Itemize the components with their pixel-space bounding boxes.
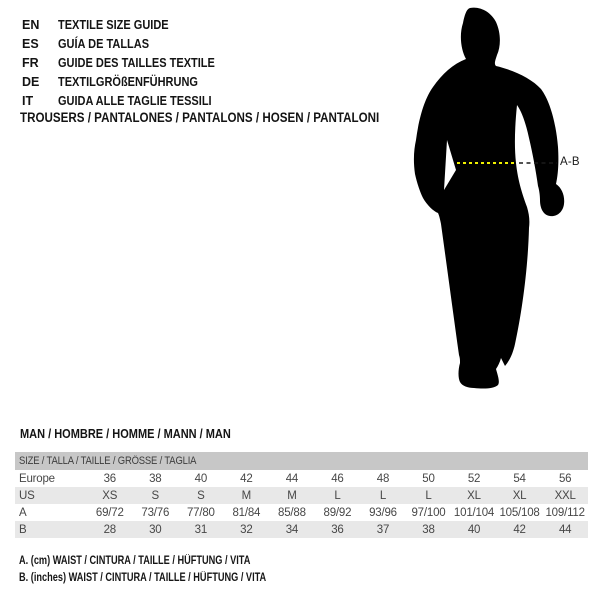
table-cell: 32 xyxy=(240,523,253,536)
language-label: GUIDA ALLE TAGLIE TESSILI xyxy=(58,93,212,108)
table-cell: M xyxy=(241,489,252,502)
table-row-b xyxy=(15,521,588,538)
table-cell: 56 xyxy=(558,472,572,485)
table-cell: 50 xyxy=(422,472,435,485)
table-cell: 54 xyxy=(513,472,526,485)
language-list xyxy=(22,15,236,110)
table-cell: 52 xyxy=(467,472,481,485)
table-cell: 97/100 xyxy=(411,506,446,519)
table-cell: 44 xyxy=(558,523,572,536)
table-row-europe xyxy=(15,470,588,487)
language-code: DE xyxy=(22,74,40,89)
table-cell: L xyxy=(425,489,432,502)
table-cell: 89/92 xyxy=(323,506,352,519)
table-cell: 77/80 xyxy=(186,506,215,519)
waist-measure-label: A-B xyxy=(560,156,580,168)
table-cell: XL xyxy=(467,489,481,502)
row-label: B xyxy=(19,523,27,536)
language-row-de xyxy=(22,72,236,91)
table-cell: 42 xyxy=(240,472,253,485)
table-cell: M xyxy=(287,489,297,502)
table-cell: 42 xyxy=(513,523,526,536)
language-row-es xyxy=(22,34,236,53)
table-cell: 48 xyxy=(376,472,390,485)
table-row-a xyxy=(15,504,588,521)
footnote-text: B. (inches) WAIST / CINTURA / TAILLE / HÜFTUNG / VITA xyxy=(19,571,267,584)
man-silhouette-path xyxy=(414,8,564,389)
table-cell: 109/112 xyxy=(545,506,585,519)
footnote-text: A. (cm) WAIST / CINTURA / TAILLE / HÜFTUNG / VITA xyxy=(19,555,251,567)
row-label: Europe xyxy=(19,472,55,485)
language-row-it xyxy=(22,91,236,110)
language-label: GUIDE DES TAILLES TEXTILE xyxy=(58,55,215,70)
table-cell: 36 xyxy=(103,472,116,485)
table-cell: 40 xyxy=(194,472,208,485)
table-cell: 31 xyxy=(194,523,208,536)
table-cell: 81/84 xyxy=(232,506,261,519)
size-table xyxy=(15,452,588,538)
garment-title xyxy=(20,110,438,125)
table-cell: XL xyxy=(512,489,527,502)
table-row-us xyxy=(15,487,588,504)
footnotes xyxy=(19,553,328,586)
table-section-title-text: MAN / HOMBRE / HOMME / MANN / MAN xyxy=(20,427,231,441)
language-label: TEXTILGRÖßENFÜHRUNG xyxy=(58,74,198,89)
table-cell: 93/96 xyxy=(369,506,397,519)
language-code: ES xyxy=(22,36,39,51)
table-cell: 38 xyxy=(422,523,435,536)
row-label: A xyxy=(19,506,27,519)
table-cell: 34 xyxy=(285,523,299,536)
garment-title-text: TROUSERS / PANTALONES / PANTALONS / HOSEN / PANTALONI xyxy=(20,110,380,125)
table-cell: 40 xyxy=(467,523,481,536)
table-cell: S xyxy=(197,489,205,502)
language-row-fr xyxy=(22,53,236,72)
table-cell: S xyxy=(151,489,160,502)
table-cell: 69/72 xyxy=(95,506,124,519)
language-code: FR xyxy=(22,55,39,70)
table-cell: 85/88 xyxy=(278,506,306,519)
table-cell: L xyxy=(334,489,341,502)
table-cell: 37 xyxy=(376,523,390,536)
table-cell: 101/104 xyxy=(453,506,495,519)
table-cell: 38 xyxy=(149,472,162,485)
language-label: TEXTILE SIZE GUIDE xyxy=(58,17,169,32)
table-section-title xyxy=(20,427,260,441)
table-cell: 73/76 xyxy=(141,506,170,519)
man-silhouette-figure xyxy=(400,0,595,400)
table-cell: 105/108 xyxy=(499,506,540,519)
table-cell: L xyxy=(379,489,387,502)
table-cell: 30 xyxy=(149,523,162,536)
table-header-text: SIZE / TALLA / TAILLE / GRÖSSE / TAGLIA xyxy=(19,455,197,467)
row-label: US xyxy=(19,489,35,502)
table-cell: 28 xyxy=(103,523,116,536)
table-cell: 36 xyxy=(331,523,344,536)
table-cell: XS xyxy=(102,489,118,502)
language-code: IT xyxy=(22,93,34,108)
table-cell: XXL xyxy=(554,489,576,502)
footnote-line-b xyxy=(19,570,328,587)
language-label: GUÍA DE TALLAS xyxy=(58,36,150,51)
language-row-en xyxy=(22,15,236,34)
footnote-line-a xyxy=(19,553,328,570)
language-code: EN xyxy=(22,17,40,32)
table-header-row xyxy=(15,452,588,470)
table-cell: 46 xyxy=(331,472,344,485)
table-cell: 44 xyxy=(285,472,299,485)
